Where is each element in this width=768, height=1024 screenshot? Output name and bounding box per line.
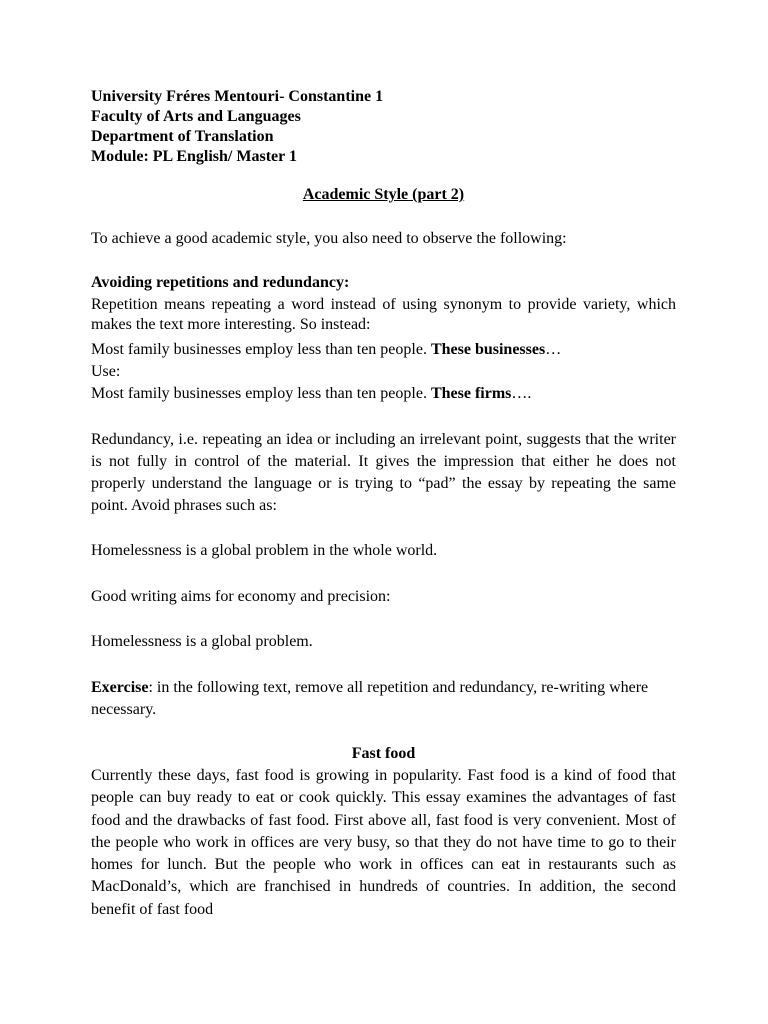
- intro-paragraph: To achieve a good academic style, you also need to observe the following:: [91, 230, 567, 247]
- fastfood-paragraph: Currently these days, fast food is growing in popularity. Fast food is a kind of food that people can buy ready to eat or cook quickly. This essay examines the advantages of fast food and the drawbacks of fast food. First above all, fast food is very convenient. Most of the people who work in offices are very busy, so that they do not have time to go to their homes for lunch. But the people who work in offices can eat in restaurants such as MacDonald’s, which are franchised in hundreds of countries. In addition, the second benefit of fast food: [91, 767, 676, 918]
- redundancy-bad-example: Homelessness is a global problem in the whole world.: [91, 542, 438, 559]
- header-faculty: Faculty of Arts and Languages: [91, 108, 301, 125]
- example-after-tail: ….: [511, 385, 532, 402]
- exercise-text: : in the following text, remove all repetition and redundancy, re-writing where necessary.: [91, 679, 649, 718]
- example-before-plain: Most family businesses employ less than ten people.: [91, 341, 431, 358]
- header-module: Module: PL English/ Master 1: [91, 148, 297, 165]
- use-label: Use:: [91, 363, 121, 380]
- repetition-example-after: [91, 384, 676, 404]
- example-before-tail: …: [545, 341, 562, 358]
- example-after-bold: These firms: [430, 385, 512, 402]
- header-university: University Fréres Mentouri- Constantine 1: [91, 88, 384, 105]
- example-after-plain: Most family businesses employ less than ten people.: [91, 385, 431, 402]
- repetition-example-before: [91, 340, 676, 360]
- exercise-paragraph: [91, 677, 676, 721]
- redundancy-good-example: Homelessness is a global problem.: [91, 633, 313, 650]
- fastfood-title: Fast food: [351, 745, 416, 762]
- redundancy-paragraph: Redundancy, i.e. repeating an idea or including an irrelevant point, suggests that the writer is not fully in control of the material. It gives the impression that either he does not properly understand the language or is trying to “pad” the essay by repeating the same point. Avoid phrases such as:: [91, 431, 676, 514]
- exercise-label: Exercise: [91, 679, 149, 696]
- redundancy-principle: Good writing aims for economy and precision:: [91, 588, 391, 605]
- example-before-bold: These businesses: [430, 341, 546, 358]
- repetition-heading: Avoiding repetitions and redundancy:: [91, 274, 350, 291]
- document-header: [91, 87, 383, 167]
- header-department: Department of Translation: [91, 128, 274, 145]
- document-title: Academic Style (part 2): [302, 186, 465, 203]
- repetition-text: Repetition means repeating a word instead of using synonym to provide variety, which makes the text more interesting. So instead:: [91, 296, 676, 333]
